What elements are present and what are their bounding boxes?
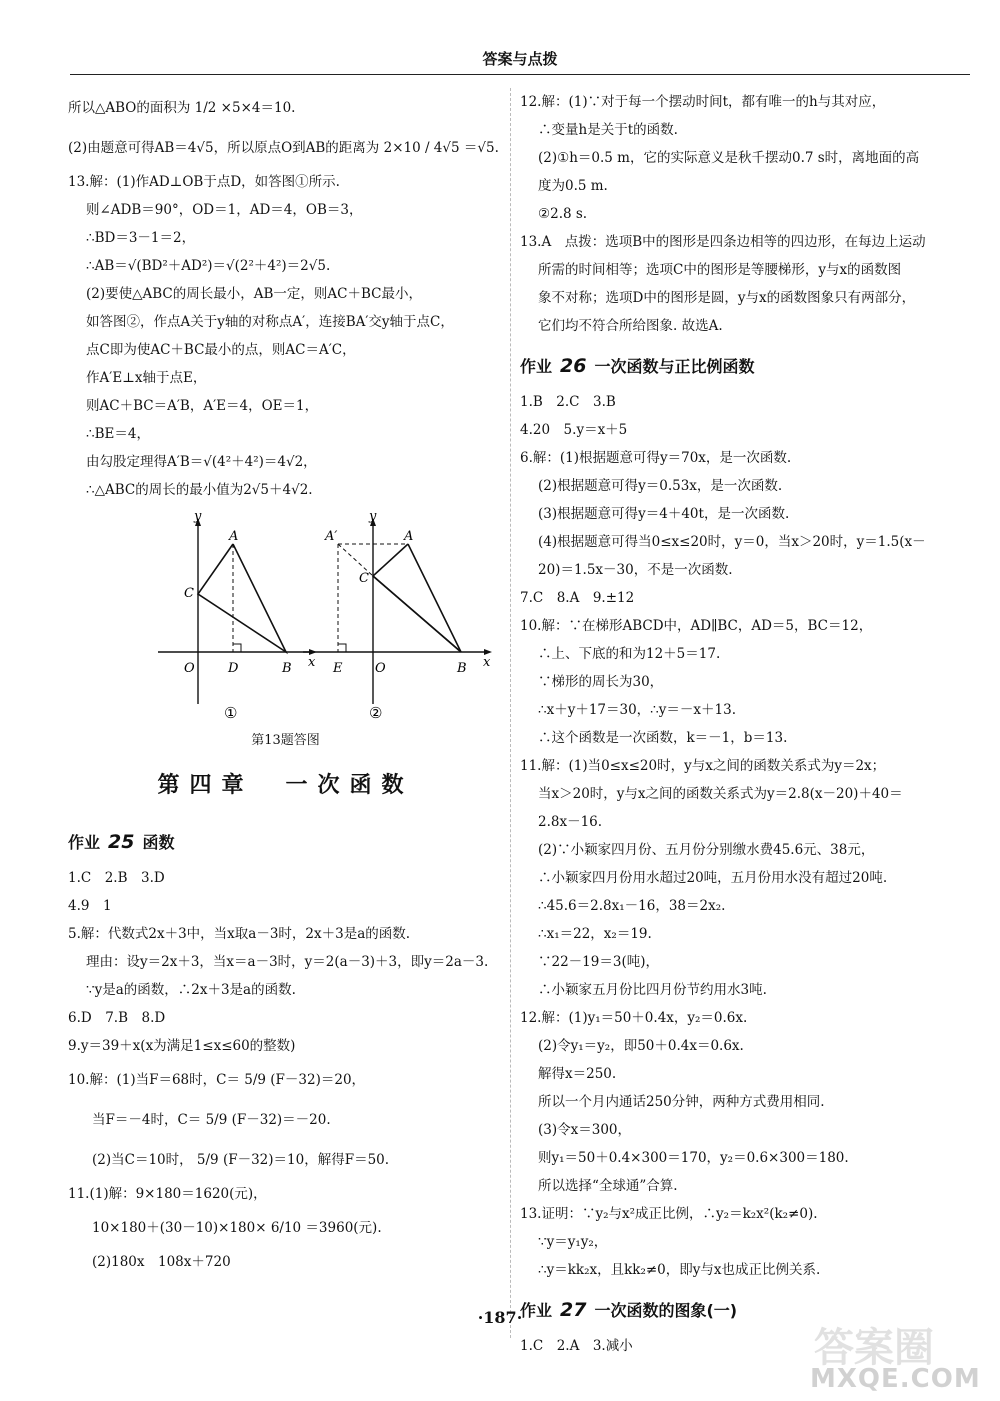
answer-line: ∵y＝y₁y₂， (538, 1234, 608, 1250)
figure-13 (68, 504, 503, 726)
point-d-label: D (228, 661, 239, 676)
answer-line: 4.20 5.y＝x＋5 (520, 422, 628, 438)
answer-line: 20)＝1.5x－30，不是一次函数. (538, 562, 733, 578)
answer-line: 6.解：(1)根据题意可得y＝70x，是一次函数. (520, 450, 792, 466)
watermark-logo (810, 1316, 990, 1396)
section-number: 26 (560, 355, 587, 377)
figure-13-1 (118, 504, 318, 726)
answer-line: 所以一个月内通话250分钟，两种方式费用相同. (538, 1094, 825, 1110)
answer-line: ∴BD＝3－1＝2， (86, 230, 196, 246)
watermark-text: MXQE.COM (810, 1364, 981, 1394)
answer-line: ∴x＋y＋17＝30，∴y＝－x＋13. (538, 702, 736, 718)
answer-line: 它们均不符合所给图象. 故选A. (538, 318, 723, 334)
answer-line: 则y₁＝50＋0.4×300＝170，y₂＝0.6×300＝180. (538, 1150, 849, 1166)
answer-line: 理由：设y＝2x＋3，当x＝a－3时，y＝2(a－3)＋3，即y＝2a－3. (86, 954, 489, 970)
figure-13-2 (293, 504, 493, 726)
answer-line: 当F＝－4时，C＝ 5/9 (F－32)＝－20. (92, 1112, 331, 1128)
axis-x-label: x (308, 655, 316, 670)
figure-1-label: ① (224, 704, 238, 722)
answer-line: 则∠ADB＝90°，OD＝1，AD＝4，OB＝3， (86, 202, 363, 218)
answer-line: ②2.8 s. (538, 206, 588, 222)
watermark-logo-mark: 答案圈 (814, 1325, 934, 1371)
axis-y-label: y (194, 509, 202, 524)
answer-line: ∴小颖家四月份用水超过20吨，五月份用水没有超过20吨. (538, 870, 888, 886)
point-e-label: E (333, 661, 343, 676)
chapter-title: 第四章 一次函数 (157, 773, 414, 798)
answer-line: (3)令x＝300， (538, 1122, 632, 1138)
answer-line: ∴这个函数是一次函数，k＝－1，b＝13. (538, 730, 788, 746)
answer-line: ∵y是a的函数，∴2x＋3是a的函数. (86, 982, 296, 998)
answer-line: 1.C 2.A 3.减小 (520, 1338, 633, 1354)
answer-line: (2)要使△ABC的周长最小，AB一定，则AC＋BC最小， (86, 286, 423, 302)
point-c-label: C (359, 571, 369, 586)
answer-line: 4.9 1 (68, 898, 112, 914)
answer-line: 12.解：(1)y₁＝50＋0.4x，y₂＝0.6x. (520, 1010, 748, 1026)
point-o-label: O (375, 661, 386, 676)
answer-line: (2)∵小颖家四月份、五月份分别缴水费45.6元、38元， (538, 842, 875, 858)
left-column (68, 88, 503, 1276)
answer-line: 11.(1)解：9×180＝1620(元)， (68, 1186, 267, 1202)
answer-line: ∵梯形的周长为30， (538, 674, 664, 690)
answer-line: 所需的时间相等；选项C中的图形是等腰梯形，y与x的函数图 (538, 262, 902, 278)
answer-line: (2)由题意可得AB＝4√5，所以原点O到AB的距离为 2×10 / 4√5 ＝√5. (68, 140, 499, 156)
answer-line: 所以选择“全球通”合算. (538, 1178, 678, 1194)
figure-2-label: ② (369, 704, 383, 722)
figure-caption: 第13题答图 (251, 733, 320, 748)
answer-line: ∴x₁＝22，x₂＝19. (538, 926, 652, 942)
header-rule (70, 74, 970, 75)
section-label: 作业 (520, 1301, 553, 1320)
answer-line: ∴y＝kk₂x，且kk₂≠0，即y与x也成正比例关系. (538, 1262, 821, 1278)
axis-y-label: y (369, 509, 377, 524)
page-header (70, 28, 970, 76)
header-title: 答案与点拨 (482, 50, 558, 68)
answer-line: 点C即为使AC＋BC最小的点，则AC＝A′C， (86, 342, 356, 358)
section-title: 一次函数的图象(一) (594, 1301, 738, 1320)
answer-line: (2)当C＝10时， 5/9 (F－32)＝10，解得F＝50. (92, 1152, 390, 1168)
answer-line: 作A′E⊥x轴于点E， (86, 370, 207, 386)
section-number: 25 (108, 831, 135, 853)
point-a-prime-label: A′ (325, 529, 338, 544)
axis-x-label: x (483, 655, 491, 670)
column-divider (510, 88, 511, 1338)
answer-line: 11.解：(1)当0≤x≤20时，y与x之间的函数关系式为y＝2x； (520, 758, 886, 774)
point-b-label: B (457, 661, 467, 676)
section-number: 27 (560, 1299, 587, 1321)
answer-line: 13.A 点拨：选项B中的图形是四条边相等的四边形，在每边上运动 (520, 234, 926, 250)
answer-line: ∴AB＝√(BD²＋AD²)＝√(2²＋4²)＝2√5. (86, 258, 331, 274)
answer-line: 5.解：代数式2x＋3中，当x取a－3时，2x＋3是a的函数. (68, 926, 411, 942)
answer-line: 9.y＝39＋x(x为满足1≤x≤60的整数) (68, 1038, 296, 1054)
answer-line: (4)根据题意可得当0≤x≤20时，y＝0，当x＞20时，y＝1.5(x－ (538, 534, 926, 550)
answer-line: ∴上、下底的和为12＋5＝17. (538, 646, 721, 662)
answer-line: 10.解：(1)当F＝68时，C＝ 5/9 (F－32)＝20， (68, 1072, 366, 1088)
answer-line: 由勾股定理得A′B＝√(4²＋4²)＝4√2， (86, 454, 317, 470)
answer-line: 1.C 2.B 3.D (68, 870, 165, 886)
answer-line: ∴△ABC的周长的最小值为2√5＋4√2. (86, 482, 313, 498)
answer-line: (2)令y₁＝y₂，即50＋0.4x＝0.6x. (538, 1038, 744, 1054)
answer-line: 如答图②，作点A关于y轴的对称点A′，连接BA′交y轴于点C， (86, 314, 454, 330)
answer-line: 所以△ABO的面积为 1/2 ×5×4＝10. (68, 100, 296, 116)
answer-line: 象不对称；选项D中的图形是圆，y与x的函数图象只有两部分， (538, 290, 916, 306)
answer-line: 12.解：(1)∵对于每一个摆动时间t，都有唯一的h与其对应， (520, 94, 886, 110)
answer-line: ∴小颖家五月份比四月份节约用水3吨. (538, 982, 767, 998)
point-b-label: B (282, 661, 292, 676)
answer-line: ∴变量h是关于t的函数. (538, 122, 678, 138)
section-title: 一次函数与正比例函数 (594, 357, 755, 376)
answer-line: (3)根据题意可得y＝4＋40t，是一次函数. (538, 506, 790, 522)
answer-line: 度为0.5 m. (538, 178, 608, 194)
answer-line: 解得x＝250. (538, 1066, 617, 1082)
answer-line: ∵22－19＝3(吨)， (538, 954, 659, 970)
point-a-label: A (229, 529, 239, 544)
answer-line: 6.D 7.B 8.D (68, 1010, 166, 1026)
answer-line: 13.解：(1)作AD⊥OB于点D，如答图①所示. (68, 174, 340, 190)
section-label: 作业 (520, 357, 553, 376)
answer-line: 1.B 2.C 3.B (520, 394, 616, 410)
point-o-label: O (184, 661, 195, 676)
section-heading-26 (520, 344, 990, 388)
answer-line: 2.8x－16. (538, 814, 603, 830)
section-title: 函数 (142, 833, 175, 852)
answer-line: (2)①h＝0.5 m，它的实际意义是秋千摆动0.7 s时，离地面的高 (538, 150, 920, 166)
answer-line: 则AC＋BC＝A′B，A′E＝4，OE＝1， (86, 398, 319, 414)
section-heading-25 (68, 820, 503, 864)
answer-line: 10×180＋(30－10)×180× 6/10 ＝3960(元). (92, 1220, 382, 1236)
answer-line: 10.解：∵在梯形ABCD中，AD∥BC，AD＝5，BC＝12， (520, 618, 873, 634)
right-column (520, 88, 990, 1360)
answer-line: ∴BE＝4， (86, 426, 150, 442)
answer-line: 7.C 8.A 9.±12 (520, 590, 635, 606)
section-label: 作业 (68, 833, 101, 852)
answer-line: (2)180x 108x＋720 (92, 1254, 231, 1270)
point-c-label: C (184, 586, 194, 601)
point-a-label: A (404, 529, 414, 544)
page-number: ·187· (477, 1308, 523, 1327)
answer-line: 13.证明：∵y₂与x²成正比例，∴y₂＝k₂x²(k₂≠0). (520, 1206, 818, 1222)
answer-line: ∴45.6＝2.8x₁－16，38＝2x₂. (538, 898, 726, 914)
answer-line: (2)根据题意可得y＝0.53x，是一次函数. (538, 478, 783, 494)
answer-line: 当x＞20时，y与x之间的函数关系式为y＝2.8(x－20)＋40＝ (538, 786, 903, 802)
